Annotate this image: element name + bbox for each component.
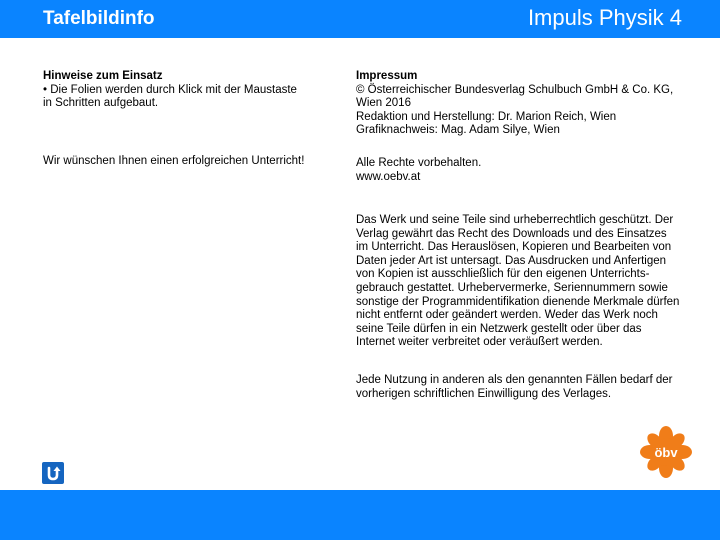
copyright-line: sonstige der Programmidentifikation dienende Merkmale dürfen: [356, 295, 680, 308]
oebv-logo: [640, 426, 692, 478]
usage-line: Jede Nutzung in anderen als den genannten Fällen bedarf der: [356, 374, 673, 386]
copyright-block: [356, 214, 679, 350]
rights-block: [356, 157, 481, 184]
impressum-heading: Impressum: [356, 70, 418, 82]
impressum-line: Grafiknachweis: Mag. Adam Silye, Wien: [356, 124, 560, 137]
book-title: Impuls Physik 4: [527, 5, 682, 30]
copyright-line: von Kopien ist ausschließlich für den eigenen Unterrichts-: [356, 268, 650, 281]
hinweise-heading: Hinweise zum Einsatz: [43, 70, 163, 82]
usage-line: vorherigen schriftlichen Einwilligung des Verlages.: [356, 387, 612, 400]
usage-block: [356, 374, 672, 401]
wish-text: [43, 155, 304, 169]
copyright-line: Das Werk und seine Teile sind urheberrechtlich geschützt. Der: [356, 214, 674, 226]
impressum-line: Redaktion und Herstellung: Dr. Marion Reich, Wien: [356, 110, 617, 123]
rights-line: Alle Rechte vorbehalten.: [356, 157, 482, 169]
impressum-block: [356, 70, 673, 138]
return-arrow-icon[interactable]: [42, 462, 64, 484]
copyright-line: Daten jeder Art ist untersagt. Das Ausdrucken und Anfertigen: [356, 254, 667, 267]
logo-text: öbv: [654, 445, 678, 460]
hinweise-block: [43, 70, 297, 111]
copyright-line: seine Teile dürfen in ein Netzwerk gestellt oder über das: [356, 322, 642, 335]
copyright-line: nicht entfernt oder geändert werden. Weder das Werk noch: [356, 309, 658, 322]
copyright-line: gebrauch gestattet. Urhebervermerke, Seriennummern sowie: [356, 281, 668, 294]
wish-line: Wir wünschen Ihnen einen erfolgreichen Unterricht!: [43, 155, 305, 167]
hinweise-line: in Schritten aufgebaut.: [43, 97, 159, 110]
copyright-line: Internet weiter verbreitet oder veräußert werden.: [356, 336, 603, 349]
impressum-line: © Österreichischer Bundesverlag Schulbuch GmbH & Co. KG,: [356, 83, 674, 96]
page-title: Tafelbildinfo: [43, 8, 155, 29]
copyright-line: im Unterricht. Das Herauslösen, Kopieren und Bearbeiten von: [356, 241, 672, 254]
return-arrow-icon-graphic: [42, 462, 64, 484]
impressum-line: Wien 2016: [356, 97, 411, 110]
hinweise-line: • Die Folien werden durch Klick mit der Maustaste: [43, 83, 297, 96]
footer-bar: [0, 490, 720, 540]
oebv-logo-graphic: [640, 426, 692, 478]
copyright-line: Verlag gewährt das Recht des Downloads und des Einsatzes: [356, 227, 667, 240]
website-link: www.oebv.at: [356, 170, 421, 183]
